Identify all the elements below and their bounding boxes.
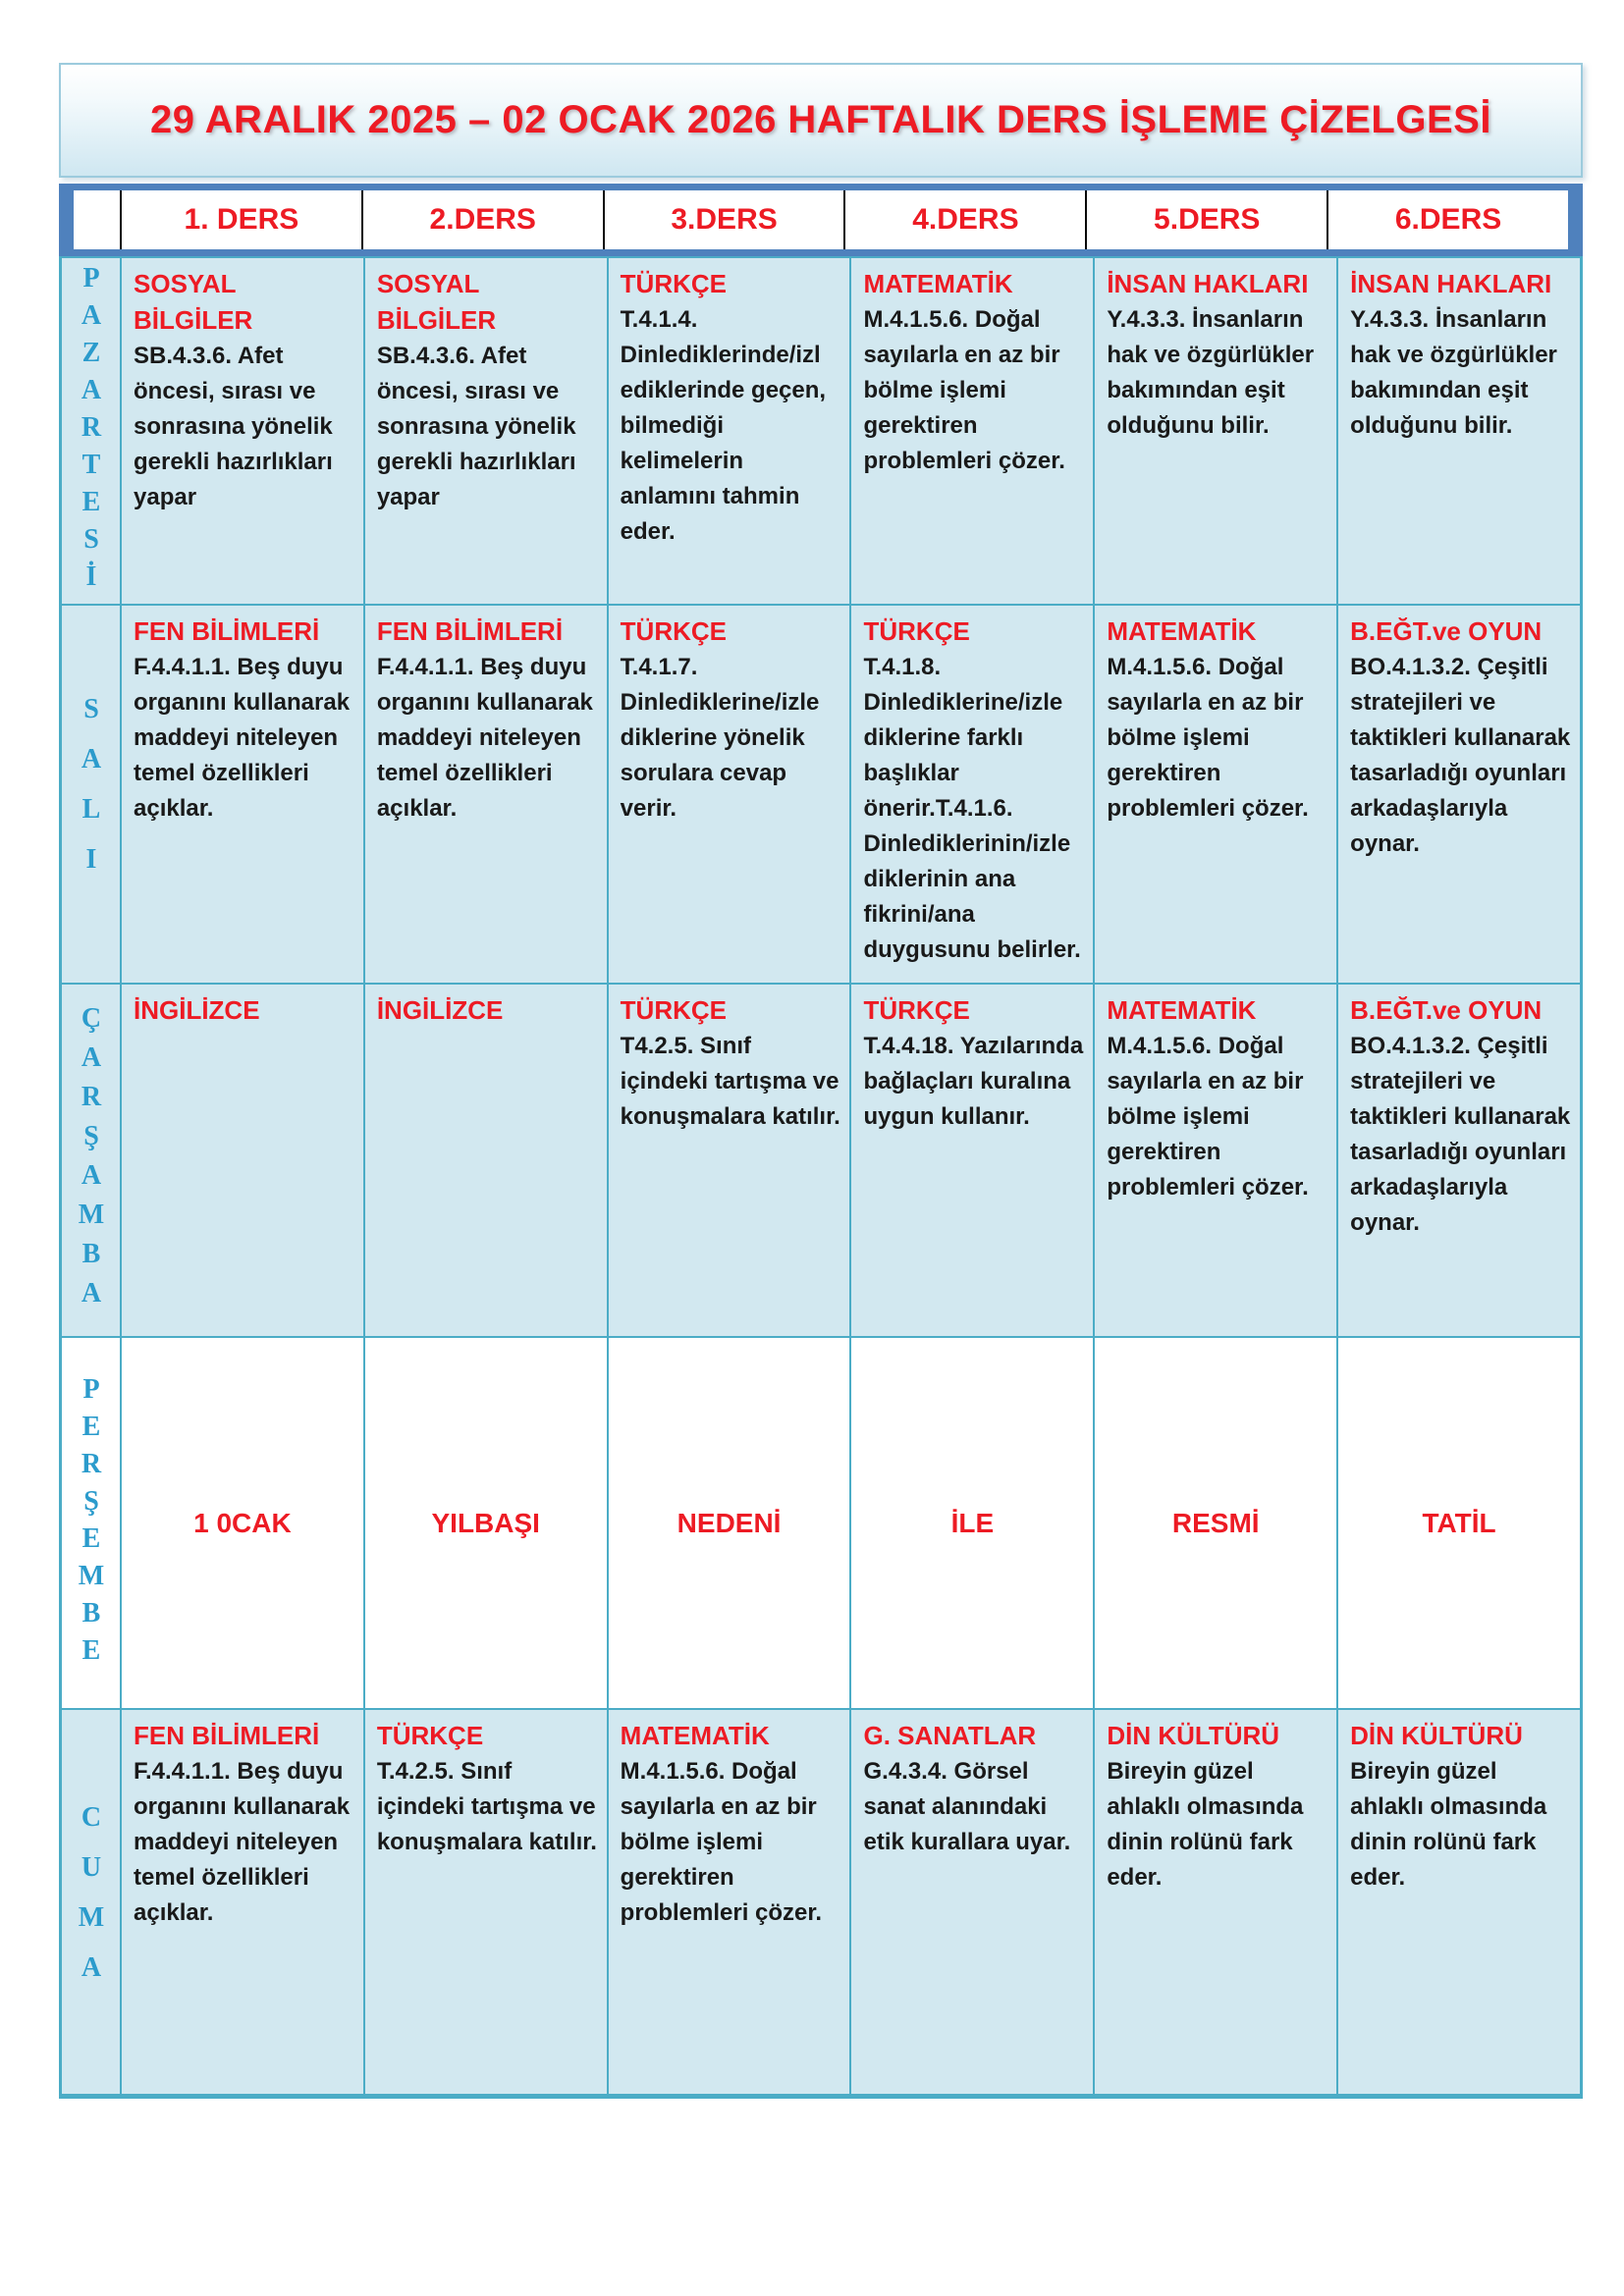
outcome-text: T4.2.5. Sınıf içindeki tartışma ve konuşmalara katılır. <box>620 1033 840 1130</box>
outcome-text: Y.4.3.3. İnsanların hak ve özgürlükler bakımından eşit olduğunu bilir. <box>1107 306 1315 439</box>
subject-label: FEN BİLİMLERİ <box>134 1721 320 1750</box>
schedule-table <box>59 256 1583 2099</box>
holiday-word: TATİL <box>1422 1507 1496 1538</box>
page-title: 29 ARALIK 2025 – 02 OCAK 2026 HAFTALIK DERS İŞLEME ÇİZELGESİ <box>150 98 1491 141</box>
lesson-cell <box>120 985 363 1336</box>
holiday-cell <box>1093 1338 1336 1708</box>
day-row-persembe <box>62 1336 1580 1708</box>
day-cell-cuma <box>62 1710 120 2094</box>
outcome-text: T.4.2.5. Sınıf içindeki tartışma ve konuşmalara katılır. <box>376 1758 597 1855</box>
day-row-sali <box>62 604 1580 983</box>
day-cell-sali <box>62 606 120 983</box>
lesson-cell <box>363 606 607 983</box>
day-label-sali: SALI <box>76 694 107 894</box>
lesson-cell <box>120 606 363 983</box>
day-label-persembe: PERŞEMBE <box>76 1373 107 1673</box>
subject-label: FEN BİLİMLERİ <box>376 616 564 646</box>
subject-label: B.EĞT.ve OYUN <box>1350 995 1543 1025</box>
subject-label: İNSAN HAKLARI <box>1107 269 1309 298</box>
day-label-pazartesi: PAZARTESİ <box>76 263 107 599</box>
lesson-cell <box>607 1710 850 2094</box>
outcome-text: T.4.1.7. Dinlediklerine/izle diklerine yönelik sorulara cevap verir. <box>620 654 820 822</box>
outcome-text: M.4.1.5.6. Doğal sayılarla en az bir bölme işlemi gerektiren problemleri çözer. <box>620 1758 823 1926</box>
outcome-text: T.4.4.18. Yazılarında bağlaçları kuralına uygun kullanır. <box>863 1033 1084 1130</box>
subject-label: TÜRKÇE <box>620 995 727 1025</box>
lesson-header-4: 4.DERS <box>843 190 1085 249</box>
holiday-cell <box>607 1338 850 1708</box>
outcome-text: G.4.3.4. Görsel sanat alanındaki etik kurallara uyar. <box>863 1758 1071 1855</box>
subject-label: TÜRKÇE <box>863 616 970 646</box>
lesson-cell <box>607 985 850 1336</box>
lesson-cell <box>1336 258 1580 604</box>
lesson-cell <box>1093 606 1336 983</box>
outcome-text: BO.4.1.3.2. Çeşitli stratejileri ve taktikleri kullanarak tasarladığı oyunları arkadaşlarıyla oynar. <box>1350 654 1571 857</box>
day-label-carsamba: ÇARŞAMBA <box>76 1003 107 1317</box>
outcome-text: SB.4.3.6. Afet öncesi, sırası ve sonrasına yönelik gerekli hazırlıkları yapar <box>134 343 333 510</box>
lesson-cell <box>120 258 363 604</box>
lesson-cell <box>1093 1710 1336 2094</box>
title-box <box>59 63 1583 178</box>
subject-label: G. SANATLAR <box>863 1721 1037 1750</box>
schedule-sheet <box>59 0 1583 2099</box>
holiday-word: 1 0CAK <box>193 1507 292 1538</box>
lesson-cell <box>607 606 850 983</box>
lesson-cell <box>1336 985 1580 1336</box>
subject-label: MATEMATİK <box>620 1721 770 1750</box>
lesson-cell <box>849 606 1093 983</box>
lesson-header-6: 6.DERS <box>1326 190 1568 249</box>
holiday-cell <box>120 1338 363 1708</box>
holiday-word: İLE <box>950 1507 995 1538</box>
holiday-word: YILBAŞI <box>431 1507 540 1538</box>
day-cell-carsamba <box>62 985 120 1336</box>
lesson-cell <box>607 258 850 604</box>
lesson-cell <box>1093 985 1336 1336</box>
outcome-text: F.4.4.1.1. Beş duyu organını kullanarak maddeyi niteleyen temel özellikleri açıklar. <box>134 1758 351 1926</box>
outcome-text: M.4.1.5.6. Doğal sayılarla en az bir bölme işlemi gerektiren problemleri çözer. <box>863 306 1065 474</box>
outcome-text: T.4.1.4. Dinlediklerinde/izl ediklerinde geçen, bilmediği kelimelerin anlamını tahmin eder. <box>620 306 827 545</box>
subject-label: İNGİLİZCE <box>376 995 504 1025</box>
subject-label: FEN BİLİMLERİ <box>134 616 320 646</box>
holiday-cell <box>363 1338 607 1708</box>
outcome-text: M.4.1.5.6. Doğal sayılarla en az bir bölme işlemi gerektiren problemleri çözer. <box>1107 654 1309 822</box>
day-row-carsamba <box>62 983 1580 1336</box>
day-cell-persembe <box>62 1338 120 1708</box>
day-row-pazartesi <box>62 258 1580 604</box>
subject-label: SOSYAL BİLGİLER <box>376 269 497 335</box>
lesson-cell <box>1336 1710 1580 2094</box>
outcome-text: F.4.4.1.1. Beş duyu organını kullanarak maddeyi niteleyen temel özellikleri açıklar. <box>134 654 351 822</box>
outcome-text: BO.4.1.3.2. Çeşitli stratejileri ve taktikleri kullanarak tasarladığı oyunları arkadaşlarıyla oynar. <box>1350 1033 1571 1236</box>
subject-label: DİN KÜLTÜRÜ <box>1350 1721 1523 1750</box>
lesson-cell <box>363 985 607 1336</box>
holiday-cell <box>1336 1338 1580 1708</box>
outcome-text: T.4.1.8. Dinlediklerine/izle diklerine farklı başlıklar önerir.T.4.1.6. Dinlediklerinin/izle diklerinin ana fikrini/ana duygusunu belirler. <box>863 654 1081 963</box>
lesson-cell <box>849 1710 1093 2094</box>
holiday-cell <box>849 1338 1093 1708</box>
lesson-header-row <box>59 184 1583 256</box>
lesson-cell <box>1336 606 1580 983</box>
subject-label: TÜRKÇE <box>620 269 727 298</box>
subject-label: İNGİLİZCE <box>134 995 260 1025</box>
outcome-text: Bireyin güzel ahlaklı olmasında dinin rolünü fark eder. <box>1350 1758 1547 1891</box>
lesson-cell <box>849 985 1093 1336</box>
subject-label: MATEMATİK <box>1107 995 1257 1025</box>
lesson-cell <box>363 1710 607 2094</box>
outcome-text: M.4.1.5.6. Doğal sayılarla en az bir bölme işlemi gerektiren problemleri çözer. <box>1107 1033 1309 1201</box>
lesson-cell <box>1093 258 1336 604</box>
subject-label: B.EĞT.ve OYUN <box>1350 616 1543 646</box>
holiday-word: RESMİ <box>1171 1507 1260 1538</box>
day-column-header <box>74 190 120 249</box>
subject-label: İNSAN HAKLARI <box>1350 269 1552 298</box>
lesson-cell <box>363 258 607 604</box>
subject-label: SOSYAL BİLGİLER <box>134 269 253 335</box>
day-row-cuma <box>62 1708 1580 2094</box>
lesson-header-1: 1. DERS <box>120 190 361 249</box>
holiday-word: NEDENİ <box>677 1507 782 1538</box>
subject-label: DİN KÜLTÜRÜ <box>1107 1721 1280 1750</box>
day-label-cuma: CUMA <box>76 1801 107 2002</box>
outcome-text: Bireyin güzel ahlaklı olmasında dinin rolünü fark eder. <box>1107 1758 1304 1891</box>
subject-label: TÜRKÇE <box>620 616 727 646</box>
lesson-cell <box>849 258 1093 604</box>
subject-label: TÜRKÇE <box>863 995 970 1025</box>
outcome-text: SB.4.3.6. Afet öncesi, sırası ve sonrasına yönelik gerekli hazırlıkları yapar <box>376 343 576 510</box>
lesson-header-5: 5.DERS <box>1085 190 1326 249</box>
day-cell-pazartesi <box>62 258 120 604</box>
lesson-header-2: 2.DERS <box>361 190 603 249</box>
outcome-text: F.4.4.1.1. Beş duyu organını kullanarak maddeyi niteleyen temel özellikleri açıklar. <box>376 654 593 822</box>
lesson-cell <box>120 1710 363 2094</box>
subject-label: TÜRKÇE <box>376 1721 484 1750</box>
subject-label: MATEMATİK <box>863 269 1013 298</box>
subject-label: MATEMATİK <box>1107 616 1257 646</box>
outcome-text: Y.4.3.3. İnsanların hak ve özgürlükler bakımından eşit olduğunu bilir. <box>1350 306 1557 439</box>
lesson-header-3: 3.DERS <box>603 190 844 249</box>
